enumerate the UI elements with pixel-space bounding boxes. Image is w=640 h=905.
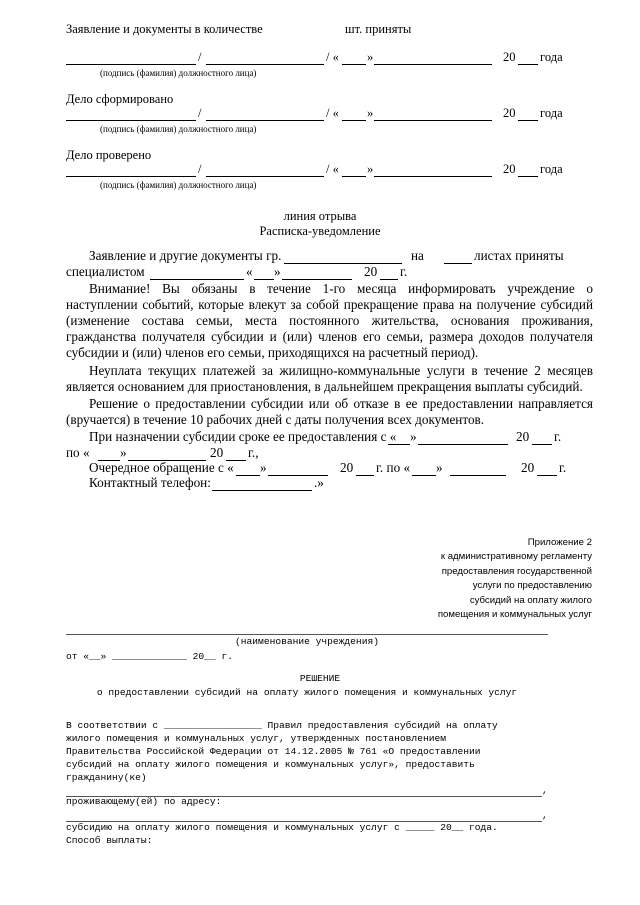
day-line	[342, 120, 366, 121]
appendix-line: субсидий на оплату жилого	[469, 594, 592, 606]
date-quote-close: »	[274, 264, 281, 279]
receipt-title: Расписка-уведомление	[259, 224, 381, 238]
phone-end: .»	[314, 475, 324, 490]
appendix-line: предоставления государственной	[441, 565, 592, 577]
surname-line	[206, 64, 324, 65]
date-quote-close: »	[367, 106, 374, 120]
warning-line: (изменение состава семьи, места постоянного жительства, основания проживания,	[66, 313, 593, 328]
day-line	[342, 64, 366, 65]
year-line	[532, 444, 552, 445]
date-quote-close: »	[260, 460, 267, 475]
comma: ,	[542, 785, 548, 796]
month-line	[374, 64, 492, 65]
month-line	[418, 444, 508, 445]
next-appeal-label: Очередное обращение с «	[89, 460, 234, 475]
appendix-line: к административному регламенту	[440, 551, 592, 563]
case-formed-label: Дело сформировано	[66, 92, 174, 106]
appendix-line: услуги по предоставлению	[472, 580, 592, 592]
appendix-line: Приложение 2	[527, 537, 592, 548]
citizen-name-line	[284, 263, 402, 264]
tear-line-label: линия отрыва	[283, 209, 357, 223]
day-line	[388, 444, 410, 445]
year-suffix: г.	[400, 264, 408, 279]
decision-line-last: (вручается) в течение 10 рабочих дней с даты получения всех документов.	[66, 412, 485, 427]
date-quote-close: »	[436, 460, 443, 475]
pieces-accepted-label: шт. приняты	[345, 22, 412, 36]
signature-caption: (подпись (фамилия) должностного лица)	[100, 68, 257, 78]
year-prefix: 20	[521, 460, 535, 475]
year-line	[518, 120, 538, 121]
day-line	[236, 475, 260, 476]
phone-line	[212, 490, 312, 491]
day-line	[412, 475, 436, 476]
receipt-on-label: на	[411, 248, 424, 263]
residing-label: проживающему(ей) по адресу:	[66, 796, 222, 807]
until-label: г. по «	[376, 460, 411, 475]
day-line	[342, 176, 366, 177]
specialist-line	[150, 279, 244, 280]
year-prefix: 20	[503, 106, 516, 120]
citizen-label: гражданину(ке)	[66, 772, 147, 783]
subsidy-from-line: субсидию на оплату жилого помещения и коммунальных услуг с _____ 20__ года.	[66, 822, 498, 833]
year-line	[518, 64, 538, 65]
signature-line	[66, 176, 196, 177]
nonpayment-line: Неуплата текущих платежей за жилищно-коммунальные услуги в течение 2 месяцев	[89, 363, 593, 378]
org-name-line	[66, 634, 548, 635]
date-quote-close: »	[410, 429, 417, 444]
month-line	[450, 475, 506, 476]
decision-body-line: Правительства Российской Федерации от 14.12.2005 № 761 «О предоставлении	[66, 746, 481, 757]
year-suffix: г.	[559, 460, 567, 475]
year-line	[537, 475, 557, 476]
decision-line: Решение о предоставлении субсидии или об отказе в ее предоставлении направляется	[89, 396, 593, 411]
decision-body-line: субсидий на оплату жилого помещения и коммунальных услуг», предоставить	[66, 759, 475, 770]
month-line	[374, 120, 492, 121]
year-prefix: 20	[503, 50, 516, 64]
documents-accepted-label: Заявление и документы в количестве	[66, 22, 263, 36]
surname-line	[206, 120, 324, 121]
sheets-count-line	[444, 263, 472, 264]
warning-line-last: субсидии и (или) членов его семьи, приходящихся на расчетный период).	[66, 345, 479, 360]
year-word: года	[540, 106, 563, 120]
slash: /	[198, 106, 202, 120]
year-suffix: г.	[554, 429, 562, 444]
form-date-line: от «__» _____________ 20__ г.	[66, 651, 233, 662]
year-prefix: 20	[364, 264, 378, 279]
date-quote-close: »	[367, 50, 374, 64]
year-prefix: 20	[503, 162, 516, 176]
date-quote-close: »	[367, 162, 374, 176]
warning-line: наступлении событий, которые влекут за собой прекращение права на получение субсидий	[66, 297, 593, 312]
year-word: года	[540, 162, 563, 176]
receipt-line1-start: Заявление и другие документы гр.	[89, 248, 282, 263]
payment-method-label: Способ выплаты:	[66, 835, 153, 846]
year-line	[356, 475, 374, 476]
year-line	[380, 279, 398, 280]
appendix-block	[332, 536, 592, 622]
appendix-line: помещения и коммунальных услуг	[437, 609, 592, 621]
decision-body-line: жилого помещения и коммунальных услуг, утвержденных постановлением	[66, 733, 446, 744]
year-line	[518, 176, 538, 177]
month-line	[374, 176, 492, 177]
day-line	[254, 279, 274, 280]
receipt-sheets-accepted: листах приняты	[474, 248, 564, 263]
date-quote-close: »	[120, 445, 127, 460]
signature-caption: (подпись (фамилия) должностного лица)	[100, 124, 257, 134]
comma: ,	[542, 810, 548, 821]
slash: /	[198, 162, 202, 176]
year-prefix: 20	[210, 445, 224, 460]
date-quote-open: / «	[326, 50, 339, 64]
date-quote-open: «	[246, 264, 253, 279]
surname-line	[206, 176, 324, 177]
date-quote-open: / «	[326, 162, 339, 176]
nonpayment-line-last: является основанием для приостановления, в дальнейшем прекращения выплаты субсидий.	[66, 379, 583, 394]
year-suffix: г.,	[248, 445, 259, 460]
slash: /	[198, 50, 202, 64]
specialist-label: специалистом	[66, 264, 145, 279]
term-until-label: по «	[66, 445, 90, 460]
year-prefix: 20	[340, 460, 354, 475]
date-quote-open: / «	[326, 106, 339, 120]
year-prefix: 20	[516, 429, 530, 444]
signature-line	[66, 64, 196, 65]
signature-caption: (подпись (фамилия) должностного лица)	[100, 180, 257, 190]
case-checked-label: Дело проверено	[66, 148, 152, 162]
decision-subtitle: о предоставлении субсидий на оплату жилого помещения и коммунальных услуг	[96, 687, 518, 698]
contact-phone-label: Контактный телефон:	[89, 475, 211, 490]
year-word: года	[540, 50, 563, 64]
org-name-caption: (наименование учреждения)	[235, 636, 379, 647]
warning-line: Внимание! Вы обязаны в течение 1-го месяца информировать учреждение о	[89, 281, 593, 296]
month-line	[282, 279, 352, 280]
decision-body-line: В соответствии с _________________ Правил предоставления субсидий на оплату	[66, 720, 498, 731]
decision-title: РЕШЕНИЕ	[299, 673, 341, 684]
warning-line: гражданства получателя субсидии и (или) членов его семьи, размера доходов получателя	[66, 329, 593, 344]
term-label: При назначении субсидии сроке ее предоставления с «	[89, 429, 397, 444]
signature-line	[66, 120, 196, 121]
